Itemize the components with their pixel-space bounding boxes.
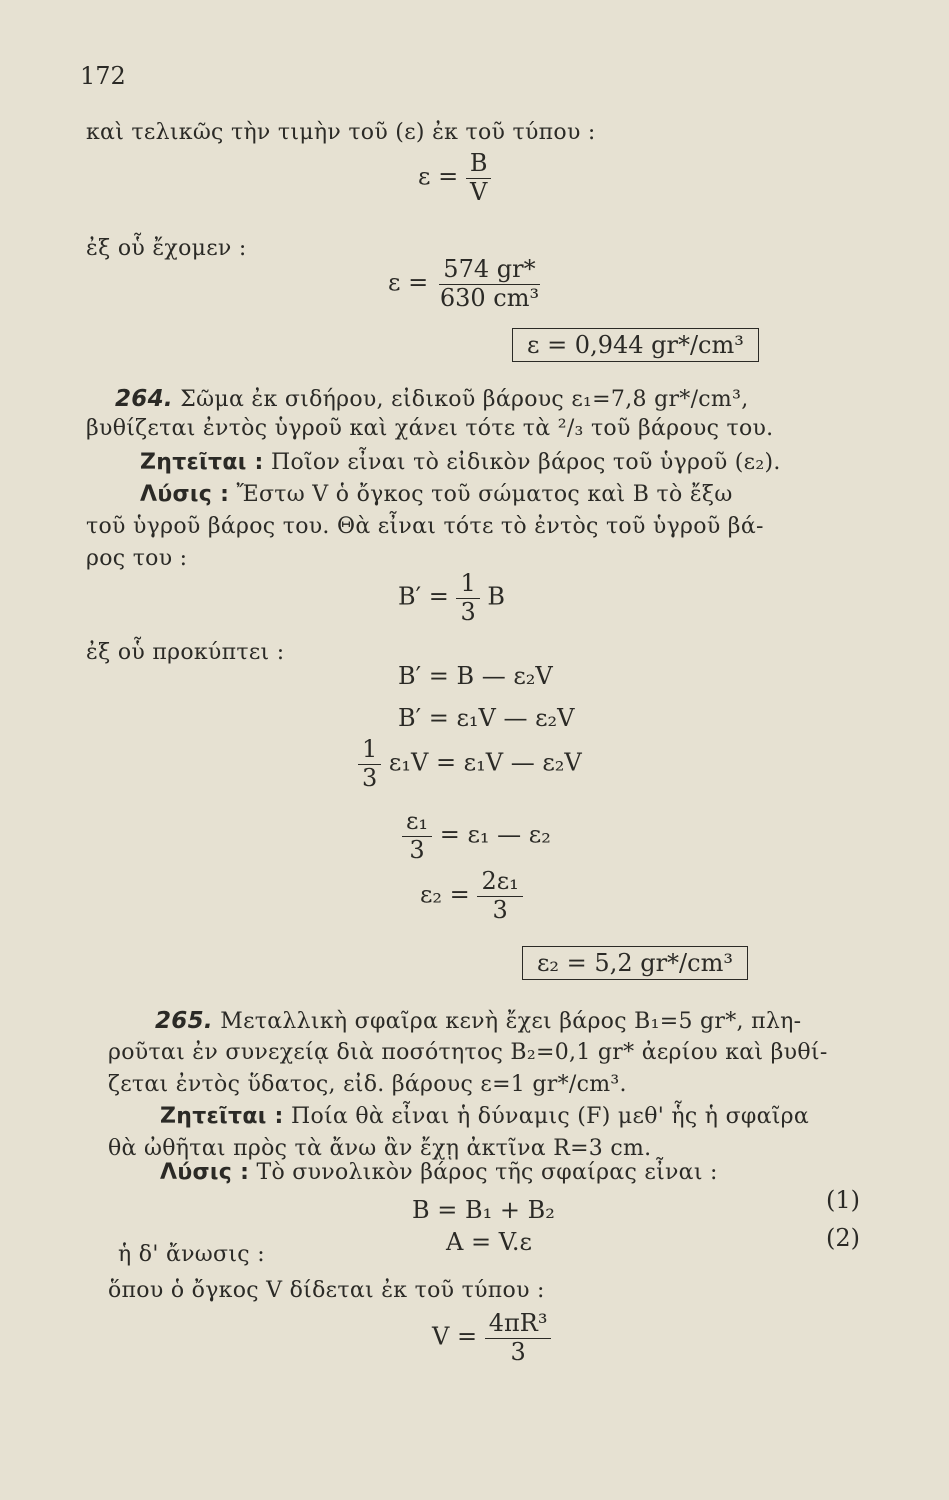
fraction-numerator: B (466, 150, 492, 179)
zitoumeno-text: Ποία θὰ εἶναι ἡ δύναμις (F) μεθ' ἧς ἡ σφαῖρα (290, 1104, 810, 1129)
fraction-numerator: 574 gr* (439, 256, 539, 285)
fraction-numerator: 1 (456, 570, 479, 599)
formula-lhs: B′ = (398, 582, 449, 611)
problem-265-line3: ζεται ἐντὸς ὕδατος, εἰδ. βάρους ε=1 gr*/cm³. (108, 1072, 627, 1097)
problem-264-line5: τοῦ ὑγροῦ βάρος του. Θὰ εἶναι τότε τὸ ἐντὸς τοῦ ὑγροῦ βά- (86, 514, 764, 539)
anosis-label: ἡ δ' ἄνωσις : (118, 1242, 265, 1267)
problem-264-line1 (115, 386, 749, 412)
fraction-denominator: 3 (409, 835, 425, 864)
formula-lhs: ε = (388, 268, 429, 297)
equation-volume (432, 1310, 551, 1366)
fraction-denominator: 3 (510, 1337, 526, 1366)
problem-number: 265. (155, 1008, 213, 1034)
equation-buoyancy: A = V.ε (446, 1228, 532, 1256)
problem-number: 264. (115, 386, 173, 412)
fraction-denominator: V (469, 177, 488, 206)
problem-text: Σῶμα ἐκ σιδήρου, εἰδικοῦ βάρους ε₁=7,8 gr*/cm³, (180, 387, 749, 412)
fraction-denominator: 3 (460, 597, 476, 626)
formula-eps-values (388, 256, 543, 312)
result-box-eps2: ε₂ = 5,2 gr*/cm³ (522, 946, 748, 980)
fraction-numerator: 1 (358, 736, 381, 765)
page-number: 172 (80, 62, 126, 90)
problem-265-zitoumeno (160, 1104, 809, 1129)
fraction (466, 150, 492, 206)
fraction (485, 1310, 552, 1366)
intro-line: καὶ τελικῶς τὴν τιμὴν τοῦ (ε) ἐκ τοῦ τύπου : (86, 120, 596, 145)
formula-lhs: V = (432, 1322, 478, 1351)
fraction-denominator: 630 cm³ (439, 283, 540, 312)
fraction (436, 256, 543, 312)
lysis-text: Τὸ συνολικὸν βάρος τῆς σφαίρας εἶναι : (256, 1160, 718, 1185)
prokyptei-label: ἐξ οὗ προκύπτει : (86, 640, 285, 665)
equation-3: B′ = ε₁V — ε₂V (398, 704, 575, 732)
fraction (477, 868, 522, 924)
fraction-denominator: 3 (362, 763, 378, 792)
equation-total-weight: B = B₁ + B₂ (412, 1196, 555, 1224)
problem-265-line5: θὰ ὠθῆται πρὸς τὰ ἄνω ἂν ἔχῃ ἀκτῖνα R=3 cm. (108, 1136, 652, 1161)
lysis-text: Ἔστω V ὁ ὄγκος τοῦ σώματος καὶ B τὸ ἔξω (236, 482, 733, 507)
problem-264-line2: βυθίζεται ἐντὸς ὑγροῦ καὶ χάνει τότε τὰ ²/₃ τοῦ βάρους του. (86, 416, 774, 441)
formula-lhs: ε = (418, 162, 459, 191)
formula-eps-b-over-v (418, 150, 491, 206)
problem-265-lysis (160, 1160, 718, 1185)
exomen-label: ἐξ οὗ ἔχομεν : (86, 236, 247, 261)
equation-number-2: (2) (826, 1224, 860, 1252)
problem-264-zitoumeno (140, 450, 781, 475)
fraction-numerator: 2ε₁ (477, 868, 522, 897)
equation-4 (358, 736, 582, 792)
fraction (358, 736, 381, 792)
lysis-label: Λύσις : (140, 482, 230, 507)
problem-265-line2: ροῦται ἐν συνεχείᾳ διὰ ποσότητος B₂=0,1 gr* ἀερίου καὶ βυθί- (108, 1040, 828, 1065)
formula-lhs: ε₂ = (420, 880, 470, 909)
zitoumeno-text: Ποῖον εἶναι τὸ εἰδικὸν βάρος τοῦ ὑγροῦ (ε₂). (270, 450, 781, 475)
problem-text: Μεταλλικὴ σφαῖρα κενὴ ἔχει βάρος B₁=5 gr*, πλη- (220, 1009, 802, 1034)
fraction-numerator: ε₁ (402, 808, 432, 837)
equation-6 (420, 868, 523, 924)
formula-rhs: = ε₁ — ε₂ (439, 820, 551, 849)
formula-rhs: ε₁V = ε₁V — ε₂V (388, 748, 582, 777)
fraction-denominator: 3 (492, 895, 508, 924)
fraction-numerator: 4πR³ (485, 1310, 552, 1339)
equation-b-prime (398, 570, 505, 626)
formula-rhs: B (487, 582, 506, 611)
equation-2: B′ = B — ε₂V (398, 662, 553, 690)
equation-number-1: (1) (826, 1186, 860, 1214)
equation-5 (402, 808, 551, 864)
problem-265-line1 (155, 1008, 801, 1034)
result-box-eps: ε = 0,944 gr*/cm³ (512, 328, 759, 362)
fraction (402, 808, 432, 864)
opou-line: ὅπου ὁ ὄγκος V δίδεται ἐκ τοῦ τύπου : (108, 1278, 545, 1303)
fraction (456, 570, 479, 626)
zitoumeno-label: Ζητεῖται : (140, 450, 264, 475)
problem-264-line6: ρος του : (86, 546, 188, 571)
zitoumeno-label: Ζητεῖται : (160, 1104, 284, 1129)
problem-264-lysis (140, 482, 733, 507)
lysis-label: Λύσις : (160, 1160, 250, 1185)
